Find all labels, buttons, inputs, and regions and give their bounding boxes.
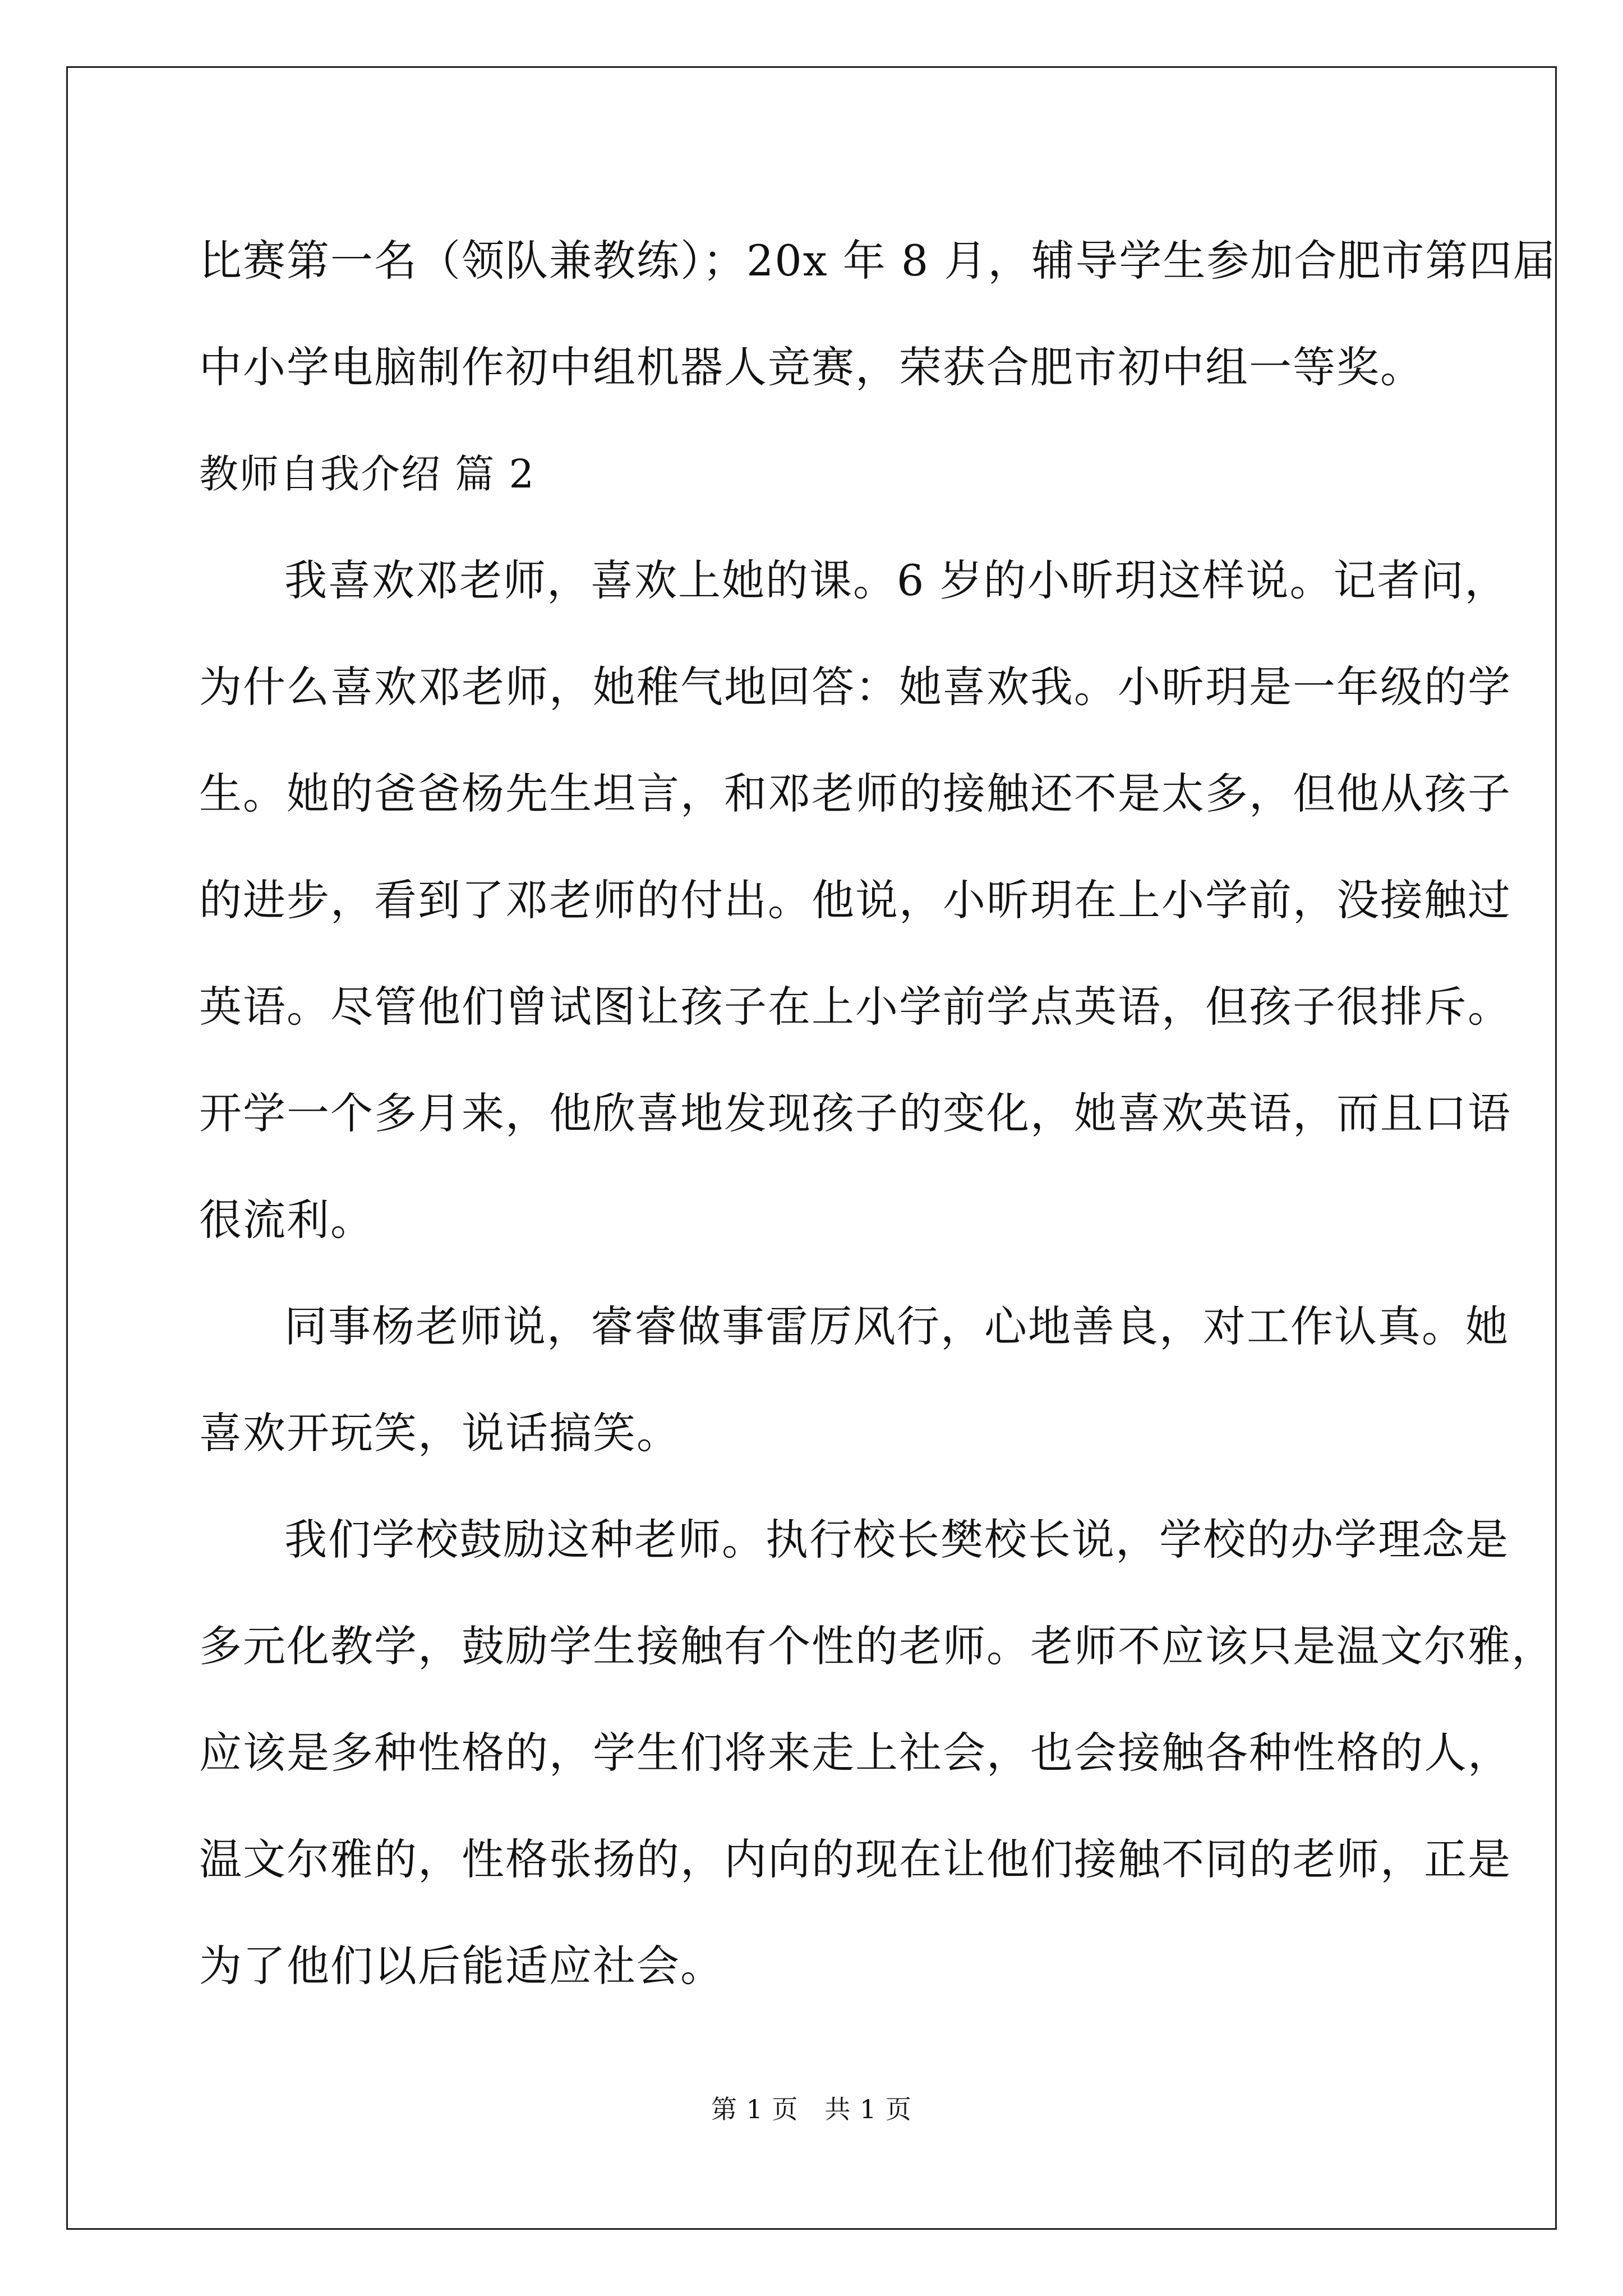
text-line: 我喜欢邓老师，喜欢上她的课。6 岁的小昕玥这样说。记者问，	[284, 555, 1509, 605]
text-line: 的进步，看到了邓老师的付出。他说，小昕玥在上小学前，没接触过	[199, 875, 1511, 925]
text-line: 多元化教学，鼓励学生接触有个性的老师。老师不应该只是温文尔雅，	[199, 1621, 1555, 1671]
text-line: 英语。尽管他们曾试图让孩子在上小学前学点英语，但孩子很排斥。	[199, 982, 1511, 1032]
document-body	[199, 208, 1557, 2019]
text-line: 开学一个多月来，他欣喜地发现孩子的变化，她喜欢英语，而且口语	[199, 1088, 1511, 1138]
page-footer: 第 1 页 共 1 页	[711, 2094, 912, 2124]
text-line: 温文尔雅的，性格张扬的，内向的现在让他们接触不同的老师，正是	[199, 1834, 1511, 1884]
text-line: 为什么喜欢邓老师，她稚气地回答：她喜欢我。小昕玥是一年级的学	[199, 662, 1511, 712]
text-line: 生。她的爸爸杨先生坦言，和邓老师的接触还不是太多，但他从孩子	[199, 769, 1511, 818]
section-heading: 教师自我介绍 篇 2	[199, 451, 536, 497]
text-line: 为了他们以后能适应社会。	[199, 1941, 724, 1991]
text-line: 同事杨老师说，睿睿做事雷厉风行，心地善良，对工作认真。她	[284, 1301, 1509, 1351]
text-line: 比赛第一名（领队兼教练）；20x 年 8 月，辅导学生参加合肥市第四届	[199, 236, 1557, 286]
text-line: 应该是多种性格的，学生们将来走上社会，也会接触各种性格的人，	[199, 1728, 1511, 1778]
text-line: 喜欢开玩笑，说话搞笑。	[199, 1408, 680, 1458]
text-line: 中小学电脑制作初中组机器人竞赛，荣获合肥市初中组一等奖。	[199, 342, 1424, 392]
text-line: 我们学校鼓励这种老师。执行校长樊校长说，学校的办学理念是	[284, 1515, 1509, 1565]
text-line: 很流利。	[199, 1195, 374, 1245]
